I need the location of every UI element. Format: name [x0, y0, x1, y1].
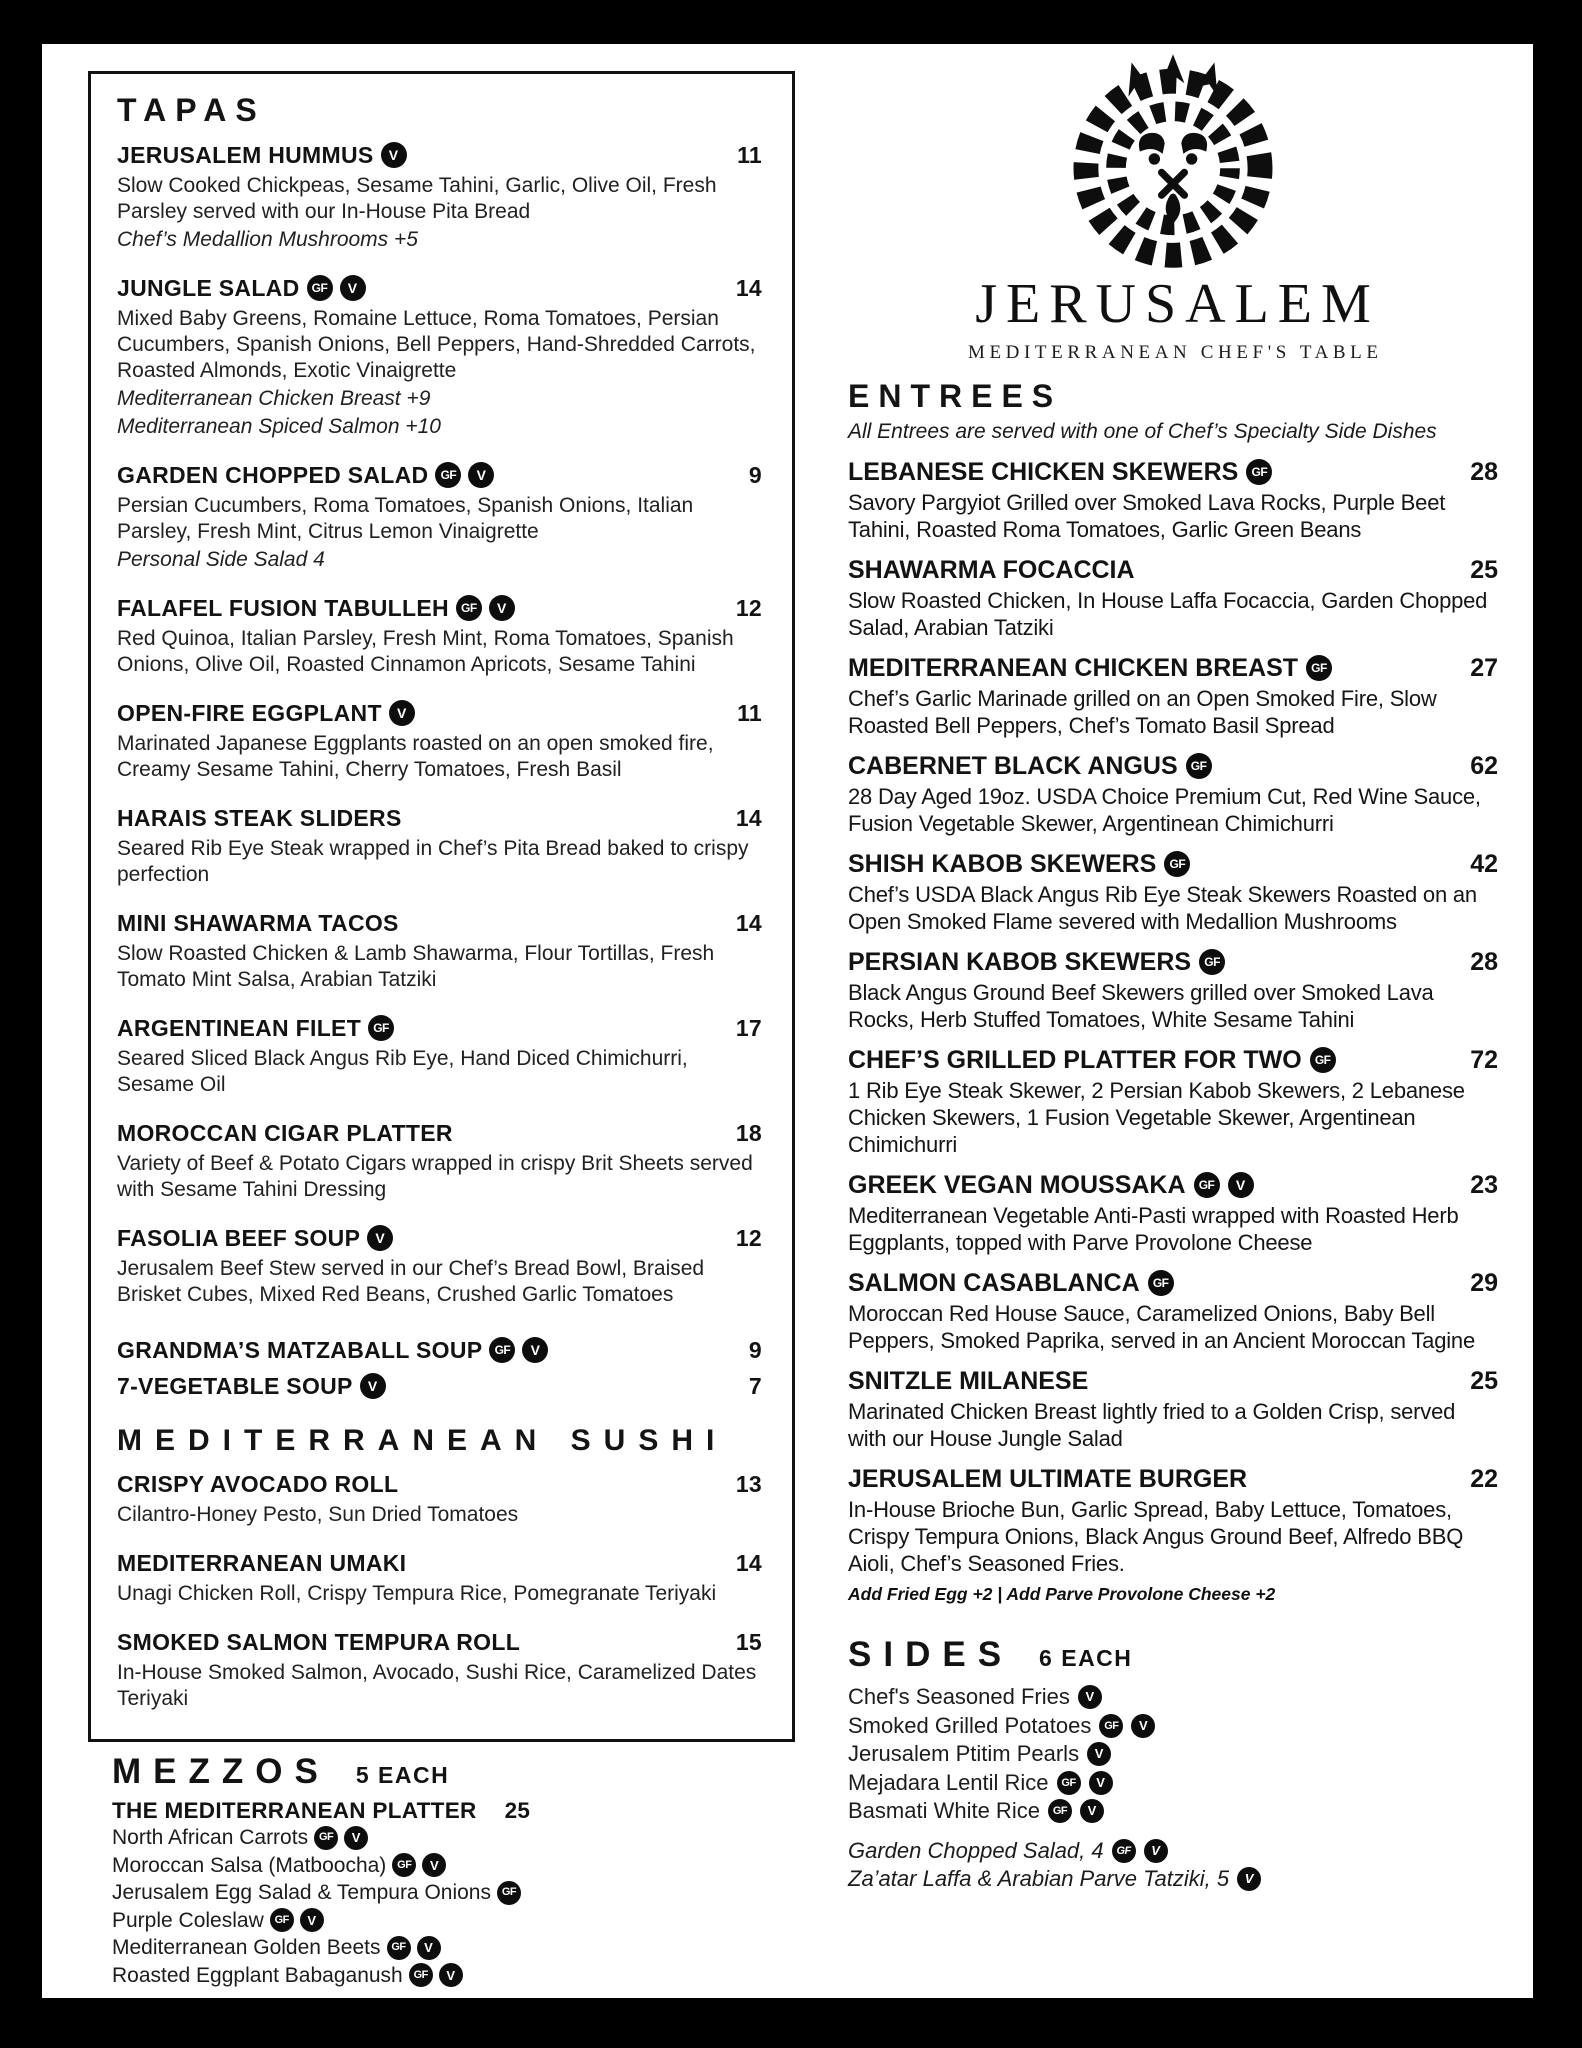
sides-header	[848, 1635, 1498, 1675]
gluten-free-badge: GF	[1186, 753, 1212, 779]
menu-item-header	[117, 699, 762, 727]
menu-item-description: 1 Rib Eye Steak Skewer, 2 Persian Kabob Skewers, 2 Lebanese Chicken Skewers, 1 Fusion Vegetable Skewer, Argentinean Chimichurri	[848, 1078, 1465, 1157]
menu-item-header	[117, 1224, 762, 1252]
menu-item-header	[117, 461, 762, 489]
menu-item-description: Slow Cooked Chickpeas, Sesame Tahini, Garlic, Olive Oil, Fresh Parsley served with our In-House Pita Bread	[117, 174, 717, 223]
menu-item-header	[117, 594, 762, 622]
menu-item-description: Red Quinoa, Italian Parsley, Fresh Mint, Roma Tomatoes, Spanish Onions, Olive Oil, Roasted Cinnamon Apricots, Sesame Tahini	[117, 627, 734, 676]
section-title-entrees: ENTREES	[848, 378, 1063, 414]
menu-line-name: Roasted Eggplant Babaganush	[112, 1963, 403, 1987]
menu-line	[112, 1824, 632, 1852]
restaurant-tagline: MEDITERRANEAN CHEF'S TABLE	[967, 342, 1383, 363]
gluten-free-badge: GF	[387, 1936, 411, 1960]
entrees-item-list	[848, 457, 1498, 1605]
menu-item-header	[117, 1336, 762, 1364]
menu-line	[848, 1797, 1498, 1826]
menu-item	[848, 1464, 1498, 1605]
menu-line-name: Garden Chopped Salad, 4	[848, 1837, 1104, 1863]
sushi-item-list	[117, 1470, 762, 1712]
menu-item-price: 28	[1470, 948, 1498, 976]
menu-item-name: SALMON CASABLANCA	[848, 1269, 1140, 1297]
gluten-free-badge: GF	[1306, 655, 1332, 681]
menu-item-name: JUNGLE SALAD	[117, 275, 300, 301]
menu-item-name: SHAWARMA FOCACCIA	[848, 556, 1135, 584]
menu-item-description: Slow Roasted Chicken & Lamb Shawarma, Flour Tortillas, Fresh Tomato Mint Salsa, Arabian Tatziki	[117, 942, 715, 991]
vegan-badge: V	[340, 275, 366, 301]
vegan-badge: V	[1228, 1172, 1254, 1198]
gluten-free-badge: GF	[1246, 459, 1272, 485]
menu-item-name: CHEF’S GRILLED PLATTER FOR TWO	[848, 1046, 1302, 1074]
menu-item-price: 25	[1470, 556, 1498, 584]
menu-item-name: ARGENTINEAN FILET	[117, 1015, 362, 1041]
vegan-badge: V	[300, 1908, 324, 1932]
vegan-badge: V	[367, 1225, 393, 1251]
menu-item	[848, 1045, 1498, 1158]
menu-item-description: Jerusalem Beef Stew served in our Chef’s Bread Bowl, Braised Brisket Cubes, Mixed Red Beans, Crushed Garlic Tomatoes	[117, 1257, 705, 1306]
menu-item	[117, 909, 762, 993]
menu-item-description: Mediterranean Vegetable Anti-Pasti wrapped with Roasted Herb Eggplants, topped with Parve Provolone Cheese	[848, 1203, 1459, 1255]
menu-item	[117, 699, 762, 783]
menu-line-name: Smoked Grilled Potatoes	[848, 1712, 1092, 1738]
menu-line-name: Mediterranean Golden Beets	[112, 1936, 381, 1959]
menu-item-header	[848, 947, 1498, 977]
menu-item-header	[117, 1549, 762, 1577]
gluten-free-badge: GF	[1112, 1839, 1136, 1863]
menu-item-note: Personal Side Salad 4	[117, 548, 325, 571]
menu-item-header	[117, 274, 762, 302]
menu-item	[117, 1372, 762, 1400]
vegan-badge: V	[1089, 1771, 1113, 1795]
menu-item-header	[117, 1119, 762, 1147]
menu-item-description: Moroccan Red House Sauce, Caramelized Onions, Baby Bell Peppers, Smoked Paprika, served in an Ancient Moroccan Tagine	[848, 1301, 1475, 1353]
menu-item-description: Chef’s USDA Black Angus Rib Eye Steak Skewers Roasted on an Open Smoked Flame severed with Medallion Mushrooms	[848, 882, 1477, 934]
menu-line	[848, 1740, 1498, 1769]
menu-item-price: 9	[748, 1337, 762, 1363]
menu-line	[848, 1712, 1498, 1741]
menu-item-price: 14	[735, 910, 762, 936]
menu-item-price: 11	[737, 142, 762, 168]
vegan-badge: V	[389, 700, 415, 726]
gluten-free-badge: GF	[1148, 1270, 1174, 1296]
menu-item	[117, 804, 762, 888]
gluten-free-badge: GF	[392, 1853, 416, 1877]
mezzos-section	[112, 1752, 632, 1989]
mezzos-price-note: 5 EACH	[355, 1762, 450, 1788]
menu-item-name: MINI SHAWARMA TACOS	[117, 910, 399, 936]
menu-item	[848, 1268, 1498, 1354]
menu-item-header	[848, 849, 1498, 879]
section-title-mediterranean-sushi: MEDITERRANEAN SUSHI	[117, 1424, 728, 1457]
menu-item-description: Unagi Chicken Roll, Crispy Tempura Rice, Pomegranate Teriyaki	[117, 1582, 717, 1605]
menu-item-header	[848, 1366, 1498, 1396]
tapas-item-list	[117, 141, 762, 1400]
menu-item-name: SNITZLE MILANESE	[848, 1367, 1089, 1395]
section-title-mezzos: MEZZOS	[112, 1752, 330, 1791]
menu-item-description: Variety of Beef & Potato Cigars wrapped in crispy Brit Sheets served with Sesame Tahini Dressing	[117, 1152, 753, 1201]
gluten-free-badge: GF	[1194, 1172, 1220, 1198]
menu-item-description: Marinated Chicken Breast lightly fried to a Golden Crisp, served with our House Jungle Salad	[848, 1399, 1456, 1451]
menu-item-name: SHISH KABOB SKEWERS	[848, 850, 1157, 878]
menu-item	[848, 555, 1498, 641]
menu-line	[112, 1879, 632, 1907]
sides-price-note: 6 EACH	[1039, 1645, 1133, 1671]
menu-item-name: FALAFEL FUSION TABULLEH	[117, 595, 449, 621]
menu-line	[848, 1769, 1498, 1798]
sides-italic-item-list	[848, 1837, 1498, 1894]
menu-item-header	[117, 804, 762, 832]
menu-item-header	[117, 141, 762, 169]
menu-item-name: HARAIS STEAK SLIDERS	[117, 805, 402, 831]
vegan-badge: V	[360, 1373, 386, 1399]
menu-item	[848, 947, 1498, 1033]
menu-item-description: Persian Cucumbers, Roma Tomatoes, Spanish Onions, Italian Parsley, Fresh Mint, Citrus Lemon Vinaigrette	[117, 494, 694, 543]
menu-item-price: 22	[1470, 1465, 1498, 1493]
menu-item-header	[848, 1045, 1498, 1075]
menu-item-price: 14	[735, 805, 762, 831]
mezzos-item-list	[112, 1824, 632, 1989]
menu-item-price: 13	[735, 1471, 762, 1497]
menu-item-name: GREEK VEGAN MOUSSAKA	[848, 1171, 1186, 1199]
gluten-free-badge: GF	[307, 275, 333, 301]
gluten-free-badge: GF	[489, 1337, 515, 1363]
mezzos-header	[112, 1752, 632, 1792]
menu-item-description: In-House Smoked Salmon, Avocado, Sushi Rice, Caramelized Dates Teriyaki	[117, 1661, 757, 1710]
menu-item-description: Black Angus Ground Beef Skewers grilled over Smoked Lava Rocks, Herb Stuffed Tomatoes, White Sesame Tahini	[848, 980, 1434, 1032]
menu-line-name: Jerusalem Ptitim Pearls	[848, 1741, 1080, 1766]
menu-item	[848, 751, 1498, 837]
menu-item-price: 18	[735, 1120, 762, 1146]
menu-item-name: PERSIAN KABOB SKEWERS	[848, 948, 1192, 976]
menu-item-name: JERUSALEM HUMMUS	[117, 142, 374, 168]
menu-item-name: SMOKED SALMON TEMPURA ROLL	[117, 1629, 521, 1655]
restaurant-logo	[848, 52, 1498, 364]
tapas-sushi-box	[88, 71, 795, 1742]
vegan-badge: V	[468, 462, 494, 488]
menu-item	[848, 457, 1498, 543]
gluten-free-badge: GF	[1310, 1047, 1336, 1073]
menu-line	[112, 1907, 632, 1935]
menu-item	[117, 594, 762, 678]
menu-item-price: 25	[1470, 1367, 1498, 1395]
menu-item-name: LEBANESE CHICKEN SKEWERS	[848, 458, 1239, 486]
menu-line-name: Chef's Seasoned Fries	[848, 1684, 1070, 1709]
menu-item-header	[848, 1268, 1498, 1298]
menu-item-header	[848, 457, 1498, 487]
section-title-tapas: TAPAS	[117, 92, 266, 128]
menu-item-name: FASOLIA BEEF SOUP	[117, 1225, 361, 1251]
vegan-badge: V	[1131, 1714, 1155, 1738]
gluten-free-badge: GF	[270, 1908, 294, 1932]
restaurant-name: JERUSALEM	[975, 273, 1380, 335]
menu-item-name: MOROCCAN CIGAR PLATTER	[117, 1120, 453, 1146]
menu-line	[848, 1683, 1498, 1712]
right-column	[848, 52, 1498, 1894]
menu-item-price: 23	[1470, 1171, 1498, 1199]
menu-item-description: Seared Rib Eye Steak wrapped in Chef’s Pita Bread baked to crispy perfection	[117, 837, 749, 886]
gluten-free-badge: GF	[1199, 949, 1225, 975]
gluten-free-badge: GF	[1048, 1799, 1072, 1823]
menu-item-addons: Add Fried Egg +2 | Add Parve Provolone Cheese +2	[848, 1584, 1276, 1604]
menu-item	[117, 1119, 762, 1203]
vegan-badge: V	[439, 1963, 463, 1987]
menu-line	[112, 1852, 632, 1880]
menu-item-header	[117, 1014, 762, 1042]
menu-item-header	[848, 653, 1498, 683]
menu-line-name: Jerusalem Egg Salad & Tempura Onions	[112, 1881, 491, 1904]
menu-item-price: 17	[735, 1015, 762, 1041]
menu-item	[117, 1470, 762, 1528]
menu-item	[117, 1014, 762, 1098]
vegan-badge: V	[381, 142, 407, 168]
menu-item-price: 9	[748, 462, 762, 488]
gluten-free-badge: GF	[409, 1963, 433, 1987]
menu-line-name: Moroccan Salsa (Matboocha)	[112, 1853, 387, 1877]
gluten-free-badge: GF	[456, 595, 482, 621]
menu-item-name: MEDITERRANEAN UMAKI	[117, 1550, 407, 1576]
menu-item-header	[117, 1372, 762, 1400]
menu-item-name: CRISPY AVOCADO ROLL	[117, 1471, 399, 1497]
menu-item-name: GRANDMA’S MATZABALL SOUP	[117, 1337, 483, 1363]
menu-item-name: CABERNET BLACK ANGUS	[848, 752, 1178, 780]
vegan-badge: V	[1144, 1839, 1168, 1863]
gluten-free-badge: GF	[497, 1881, 521, 1905]
menu-line	[848, 1865, 1498, 1894]
gluten-free-badge: GF	[1164, 851, 1190, 877]
gluten-free-badge: GF	[1099, 1714, 1123, 1738]
gluten-free-badge: GF	[368, 1015, 394, 1041]
entrees-note: All Entrees are served with one of Chef’s Specialty Side Dishes	[848, 420, 1437, 443]
menu-item-note: Mediterranean Spiced Salmon +10	[117, 415, 441, 438]
menu-item	[848, 1170, 1498, 1256]
menu-item	[117, 1224, 762, 1308]
menu-item-price: 72	[1470, 1046, 1498, 1074]
gluten-free-badge: GF	[314, 1826, 338, 1850]
menu-item-header	[848, 1464, 1498, 1494]
menu-item-price: 28	[1470, 458, 1498, 486]
menu-item-description: Chef’s Garlic Marinade grilled on an Open Smoked Fire, Slow Roasted Bell Peppers, Chef’s Tomato Basil Spread	[848, 686, 1437, 738]
gluten-free-badge: GF	[1057, 1771, 1081, 1795]
menu-item-name: 7-VEGETABLE SOUP	[117, 1373, 353, 1399]
section-title-sides: SIDES	[848, 1635, 1014, 1674]
menu-item-name: JERUSALEM ULTIMATE BURGER	[848, 1465, 1248, 1493]
menu-item-description: Seared Sliced Black Angus Rib Eye, Hand Diced Chimichurri, Sesame Oil	[117, 1047, 688, 1096]
menu-item-price: 12	[735, 595, 762, 621]
menu-item-price: 14	[735, 275, 762, 301]
menu-item-price: 7	[748, 1373, 762, 1399]
menu-item-description: Marinated Japanese Eggplants roasted on an open smoked fire, Creamy Sesame Tahini, Cherry Tomatoes, Fresh Basil	[117, 732, 714, 781]
menu-item-note: Mediterranean Chicken Breast +9	[117, 387, 431, 410]
menu-item-name: GARDEN CHOPPED SALAD	[117, 462, 429, 488]
menu-line-name: Za’atar Laffa & Arabian Parve Tatziki, 5	[848, 1866, 1230, 1891]
menu-item-header	[848, 555, 1498, 585]
menu-item-description: Mixed Baby Greens, Romaine Lettuce, Roma Tomatoes, Persian Cucumbers, Spanish Onions, Bell Peppers, Hand-Shredded Carrots, Roasted Almonds, Exotic Vinaigrette	[117, 307, 756, 382]
menu-item-header	[848, 751, 1498, 781]
menu-item-header	[117, 1470, 762, 1498]
vegan-badge: V	[422, 1853, 446, 1877]
vegan-badge: V	[344, 1826, 368, 1850]
menu-item-description: Cilantro-Honey Pesto, Sun Dried Tomatoes	[117, 1503, 519, 1526]
menu-item-header	[848, 1170, 1498, 1200]
menu-item-price: 14	[735, 1550, 762, 1576]
menu-item-price: 27	[1470, 654, 1498, 682]
menu-item-price: 29	[1470, 1269, 1498, 1297]
vegan-badge: V	[1080, 1799, 1104, 1823]
menu-item-description: 28 Day Aged 19oz. USDA Choice Premium Cut, Red Wine Sauce, Fusion Vegetable Skewer, Argentinean Chimichurri	[848, 784, 1481, 836]
mediterranean-platter-line	[112, 1798, 632, 1824]
menu-item-description: In-House Brioche Bun, Garlic Spread, Baby Lettuce, Tomatoes, Crispy Tempura Onions, Black Angus Ground Beef, Alfredo BBQ Aioli, Chef’s Seasoned Fries.	[848, 1497, 1464, 1576]
menu-page	[42, 44, 1533, 1998]
menu-item-note: Chef’s Medallion Mushrooms +5	[117, 228, 418, 251]
menu-item-price: 15	[735, 1629, 762, 1655]
menu-line	[112, 1962, 632, 1990]
vegan-badge: V	[522, 1337, 548, 1363]
vegan-badge: V	[417, 1936, 441, 1960]
vegan-badge: V	[1078, 1685, 1102, 1709]
menu-item	[117, 1628, 762, 1712]
menu-item-header	[117, 909, 762, 937]
menu-item	[848, 653, 1498, 739]
menu-item	[117, 1336, 762, 1364]
menu-line	[112, 1934, 632, 1962]
vegan-badge: V	[1237, 1867, 1261, 1891]
lion-icon	[1059, 52, 1287, 270]
menu-item	[117, 461, 762, 573]
gluten-free-badge: GF	[435, 462, 461, 488]
menu-item-description: Slow Roasted Chicken, In House Laffa Focaccia, Garden Chopped Salad, Arabian Tatziki	[848, 588, 1488, 640]
menu-item-price: 62	[1470, 752, 1498, 780]
vegan-badge: V	[1087, 1742, 1111, 1766]
menu-item	[117, 141, 762, 253]
menu-item	[117, 274, 762, 440]
vegan-badge: V	[489, 595, 515, 621]
menu-item	[848, 849, 1498, 935]
menu-line-name: Purple Coleslaw	[112, 1908, 264, 1932]
menu-item-price: 42	[1470, 850, 1498, 878]
menu-line	[848, 1837, 1498, 1866]
menu-item-price: 12	[735, 1225, 762, 1251]
platter-name: THE MEDITERRANEAN PLATTER	[112, 1798, 477, 1823]
sides-item-list	[848, 1683, 1498, 1826]
menu-item	[117, 1549, 762, 1607]
menu-item-name: MEDITERRANEAN CHICKEN BREAST	[848, 654, 1299, 682]
menu-item	[848, 1366, 1498, 1452]
menu-line-name: North African Carrots	[112, 1826, 309, 1849]
menu-item-header	[117, 1628, 762, 1656]
menu-line-name: Basmati White Rice	[848, 1798, 1040, 1823]
sides-section	[848, 1635, 1498, 1894]
menu-item-description: Savory Pargyiot Grilled over Smoked Lava Rocks, Purple Beet Tahini, Roasted Roma Tomatoes, Garlic Green Beans	[848, 490, 1446, 542]
menu-line-name: Mejadara Lentil Rice	[848, 1769, 1049, 1795]
menu-item-price: 11	[737, 700, 762, 726]
platter-price: 25	[504, 1798, 531, 1823]
menu-item-name: OPEN-FIRE EGGPLANT	[117, 700, 382, 726]
